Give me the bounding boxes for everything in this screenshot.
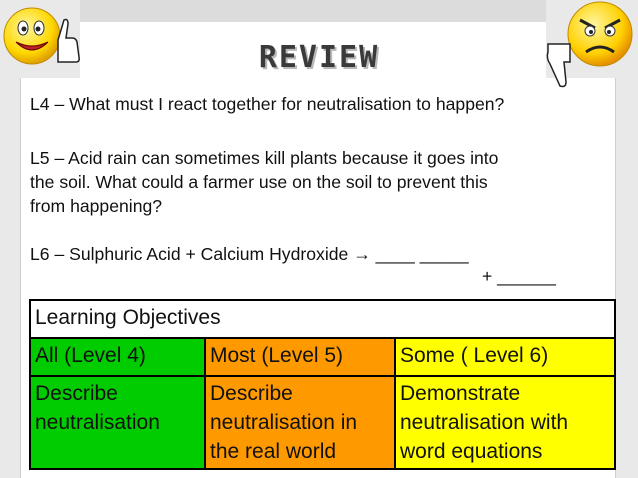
slide-top-strip <box>80 0 546 22</box>
objectives-description-row <box>30 376 615 469</box>
description-all: Describe neutralisation <box>30 376 205 469</box>
objectives-level-row <box>30 338 615 376</box>
level-all: All (Level 4) <box>30 338 205 376</box>
objectives-header-row <box>30 300 615 338</box>
question-l5-line-1: L5 – Acid rain can sometimes kill plants because it goes into <box>30 148 499 168</box>
question-l6 <box>30 242 610 266</box>
question-l6-line-1: L6 – Sulphuric Acid + Calcium Hydroxide → ____ _____ <box>30 244 469 264</box>
description-some: Demonstrate neutralisation with word equations <box>395 376 615 469</box>
angry-thumbs-down-face-icon <box>540 0 638 94</box>
question-l4-text: L4 – What must I react together for neutralisation to happen? <box>30 94 505 114</box>
question-l4 <box>30 92 610 116</box>
description-most: Describe neutralisation in the real world <box>205 376 395 469</box>
learning-objectives-table <box>29 299 616 470</box>
level-some: Some ( Level 6) <box>395 338 615 376</box>
question-l5-line-2: the soil. What could a farmer use on the soil to prevent this <box>30 172 488 192</box>
question-l6-line-2: + ______ <box>482 266 556 286</box>
question-l5 <box>30 146 610 218</box>
question-l5-line-3: from happening? <box>30 196 163 216</box>
objectives-heading: Learning Objectives <box>30 300 615 338</box>
level-most: Most (Level 5) <box>205 338 395 376</box>
happy-thumbs-up-face-icon <box>2 2 82 72</box>
slide-title: REVIEW <box>258 40 380 75</box>
